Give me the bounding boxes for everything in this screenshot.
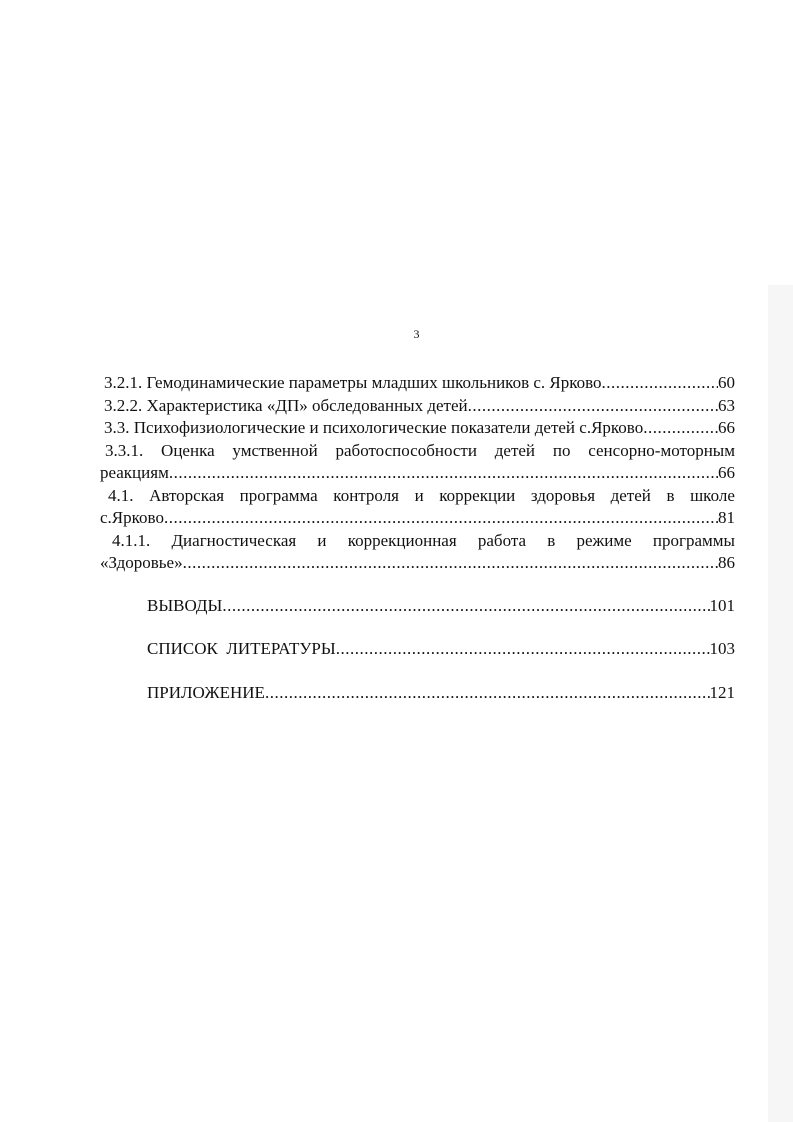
toc-entry-4-1[interactable] bbox=[100, 485, 735, 530]
toc-entry-page: 66 bbox=[718, 418, 735, 437]
word: и bbox=[317, 530, 327, 550]
toc-entry-3-3-1[interactable] bbox=[100, 440, 735, 485]
word: Авторская bbox=[149, 485, 225, 505]
toc-entry-label-line2 bbox=[100, 552, 735, 575]
word: в bbox=[547, 530, 556, 550]
word: и bbox=[414, 485, 424, 505]
scan-edge-shading bbox=[768, 285, 793, 1122]
word: работа bbox=[477, 530, 527, 550]
toc-section-label: ПРИЛОЖЕНИЕ bbox=[147, 683, 265, 702]
dot-leader bbox=[164, 507, 718, 530]
toc-entry-3-2-2[interactable] bbox=[104, 395, 735, 418]
word: контроля bbox=[333, 485, 400, 505]
word: режиме bbox=[576, 530, 632, 550]
word: по bbox=[552, 440, 571, 460]
toc-section-page: 103 bbox=[709, 639, 735, 658]
toc-entry-page: 66 bbox=[718, 463, 735, 482]
toc-section-label: СПИСОК ЛИТЕРАТУРЫ bbox=[147, 639, 336, 658]
toc-entry-label: 3.2.1. Гемодинамические параметры младших школьников с. Ярково bbox=[104, 373, 602, 392]
toc-entry-page: 81 bbox=[718, 508, 735, 527]
dot-leader bbox=[602, 372, 718, 395]
toc-section-page: 121 bbox=[709, 683, 735, 702]
word: в bbox=[666, 485, 675, 505]
dot-leader bbox=[643, 417, 718, 440]
toc-entry-4-1-1[interactable] bbox=[100, 530, 735, 575]
word: сенсорно-моторным bbox=[588, 440, 735, 460]
word: Оценка bbox=[161, 440, 215, 460]
toc-section-appendix[interactable] bbox=[147, 681, 735, 705]
toc-entry-3-2-1[interactable] bbox=[104, 372, 735, 395]
word: Диагностическая bbox=[171, 530, 297, 550]
word: детей bbox=[494, 440, 536, 460]
toc-entry-label-line1 bbox=[104, 440, 735, 463]
word: школе bbox=[690, 485, 735, 505]
toc-entry-label-line2 bbox=[100, 462, 735, 485]
word: работоспособности bbox=[335, 440, 477, 460]
toc-section-references[interactable] bbox=[147, 637, 735, 661]
word: детей bbox=[610, 485, 651, 505]
toc-entry-page: 86 bbox=[718, 553, 735, 572]
word: коррекционная bbox=[347, 530, 457, 550]
toc-entry-page: 63 bbox=[718, 395, 735, 415]
word: 3.3.1. bbox=[105, 440, 144, 460]
word: 4.1. bbox=[108, 485, 134, 505]
toc-entry-label: 3.3. Психофизиологические и психологические показатели детей с.Ярково bbox=[104, 418, 644, 437]
toc-entry-label-line1 bbox=[104, 485, 735, 508]
word: умственной bbox=[232, 440, 318, 460]
toc-section-conclusions[interactable] bbox=[147, 594, 735, 618]
dot-leader bbox=[336, 637, 710, 661]
toc-section-page: 101 bbox=[709, 596, 735, 615]
dot-leader bbox=[169, 462, 718, 485]
toc-section-label: ВЫВОДЫ bbox=[147, 596, 223, 615]
dot-leader bbox=[265, 681, 710, 705]
dot-leader bbox=[222, 594, 709, 618]
toc-entry-label-line1 bbox=[104, 530, 735, 553]
toc-entry-label: реакциям bbox=[100, 463, 169, 482]
word: коррекции bbox=[439, 485, 516, 505]
word: здоровья bbox=[530, 485, 596, 505]
table-of-contents bbox=[100, 372, 735, 575]
dot-leader bbox=[183, 552, 718, 575]
toc-entry-3-3[interactable] bbox=[104, 417, 735, 440]
toc-entry-label: «Здоровье» bbox=[100, 553, 183, 572]
word: программа bbox=[239, 485, 318, 505]
page-number: 3 bbox=[413, 327, 420, 341]
toc-entry-page: 60 bbox=[718, 373, 735, 392]
word: программы bbox=[652, 530, 735, 550]
toc-entry-label-line2 bbox=[100, 507, 735, 530]
toc-entry-label: 3.2.2. Характеристика «ДП» обследованных детей bbox=[104, 395, 468, 415]
dot-leader bbox=[468, 395, 718, 418]
toc-entry-label: с.Ярково bbox=[100, 508, 164, 527]
word: 4.1.1. bbox=[112, 530, 151, 550]
